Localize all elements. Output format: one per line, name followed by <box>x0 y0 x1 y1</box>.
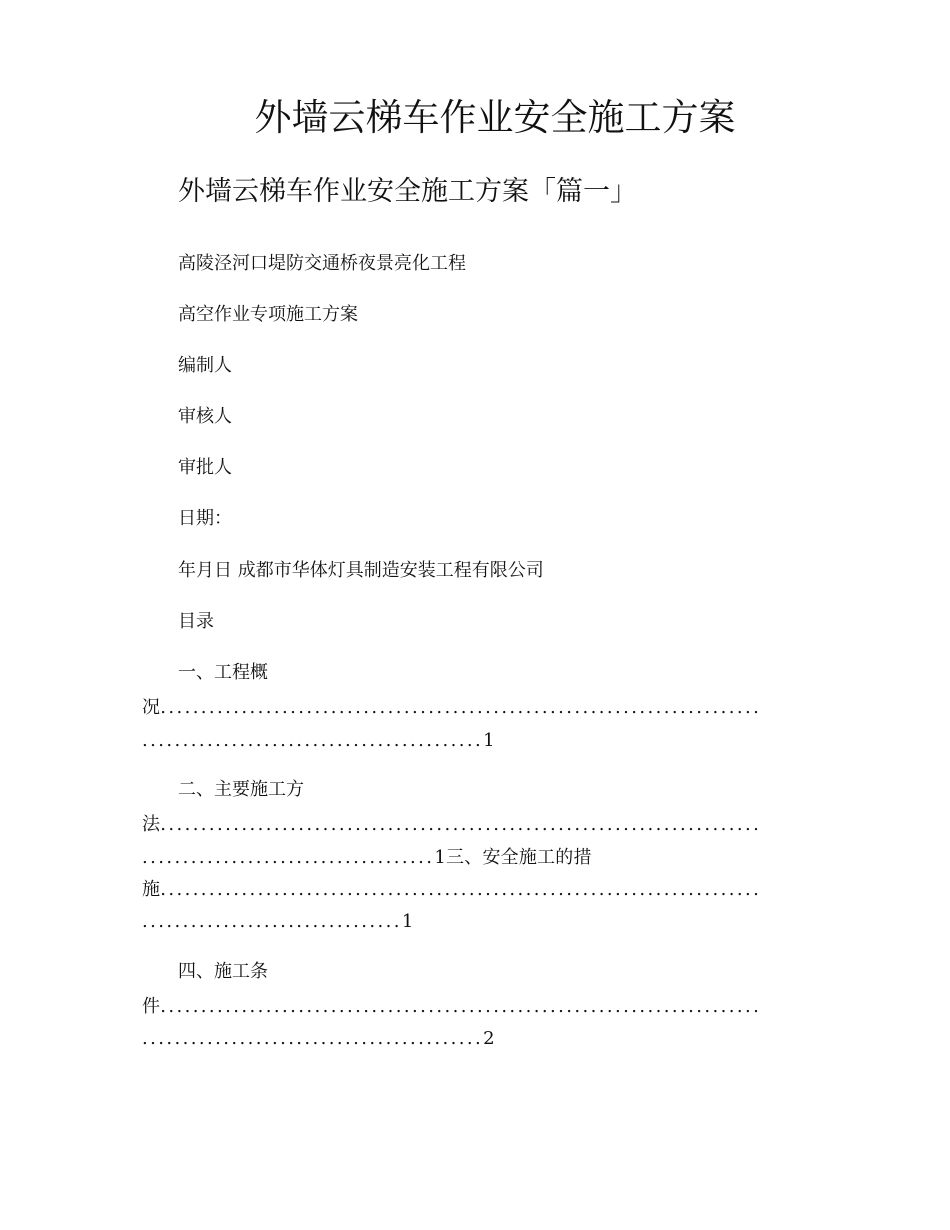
reviewer-label: 审核人 <box>178 406 232 427</box>
toc-leader-dots: .......................................................................... <box>160 996 762 1017</box>
project-name: 高陵泾河口堤防交通桥夜景亮化工程 <box>178 253 466 274</box>
document-title: 外墙云梯车作业安全施工方案 <box>254 96 736 139</box>
toc-entry-line <box>142 1026 818 1052</box>
toc-leader-dots: .......................................................................... <box>160 879 762 900</box>
toc-leader-dots: .......................................... <box>142 1028 484 1049</box>
toc-entry-heading: 二、主要施工方 <box>178 779 304 800</box>
toc-entry-line <box>142 909 818 935</box>
toc-page-number: 1三、安全施工的措 <box>434 847 592 868</box>
toc-entry-line <box>142 812 818 838</box>
toc-entry-lead: 件 <box>142 996 161 1017</box>
compiler-label: 编制人 <box>178 355 232 376</box>
toc-entry-line <box>142 695 818 721</box>
toc-entry-line <box>142 845 818 871</box>
toc-entry-line <box>142 994 818 1020</box>
date-label: 日期： <box>178 508 232 529</box>
toc-leader-dots: .................................... <box>142 847 435 868</box>
toc-heading: 目录 <box>178 611 214 632</box>
toc-entry-lead: 法 <box>142 814 161 835</box>
toc-entry-heading: 一、工程概 <box>178 662 268 683</box>
toc-leader-dots: .......................................................................... <box>160 697 762 718</box>
toc-entry-lead: 施 <box>142 879 161 900</box>
plan-name: 高空作业专项施工方案 <box>178 304 358 325</box>
toc-entry-lead: 况 <box>142 697 161 718</box>
toc-page-number: 1 <box>401 911 414 932</box>
toc-leader-dots: ................................ <box>142 911 402 932</box>
toc-leader-dots: .......................................... <box>142 730 484 751</box>
toc-leader-dots: .......................................................................... <box>160 814 762 835</box>
toc-entry-line <box>142 877 818 903</box>
toc-entry-line <box>142 728 818 754</box>
approver-label: 审批人 <box>178 457 232 478</box>
document-subtitle: 外墙云梯车作业安全施工方案「篇一」 <box>178 176 637 207</box>
toc-entry-heading: 四、施工条 <box>178 961 268 982</box>
toc-page-number: 1 <box>483 730 495 751</box>
toc-page-number: 2 <box>483 1028 495 1049</box>
company-line: 年月日 成都市华体灯具制造安装工程有限公司 <box>178 560 544 581</box>
